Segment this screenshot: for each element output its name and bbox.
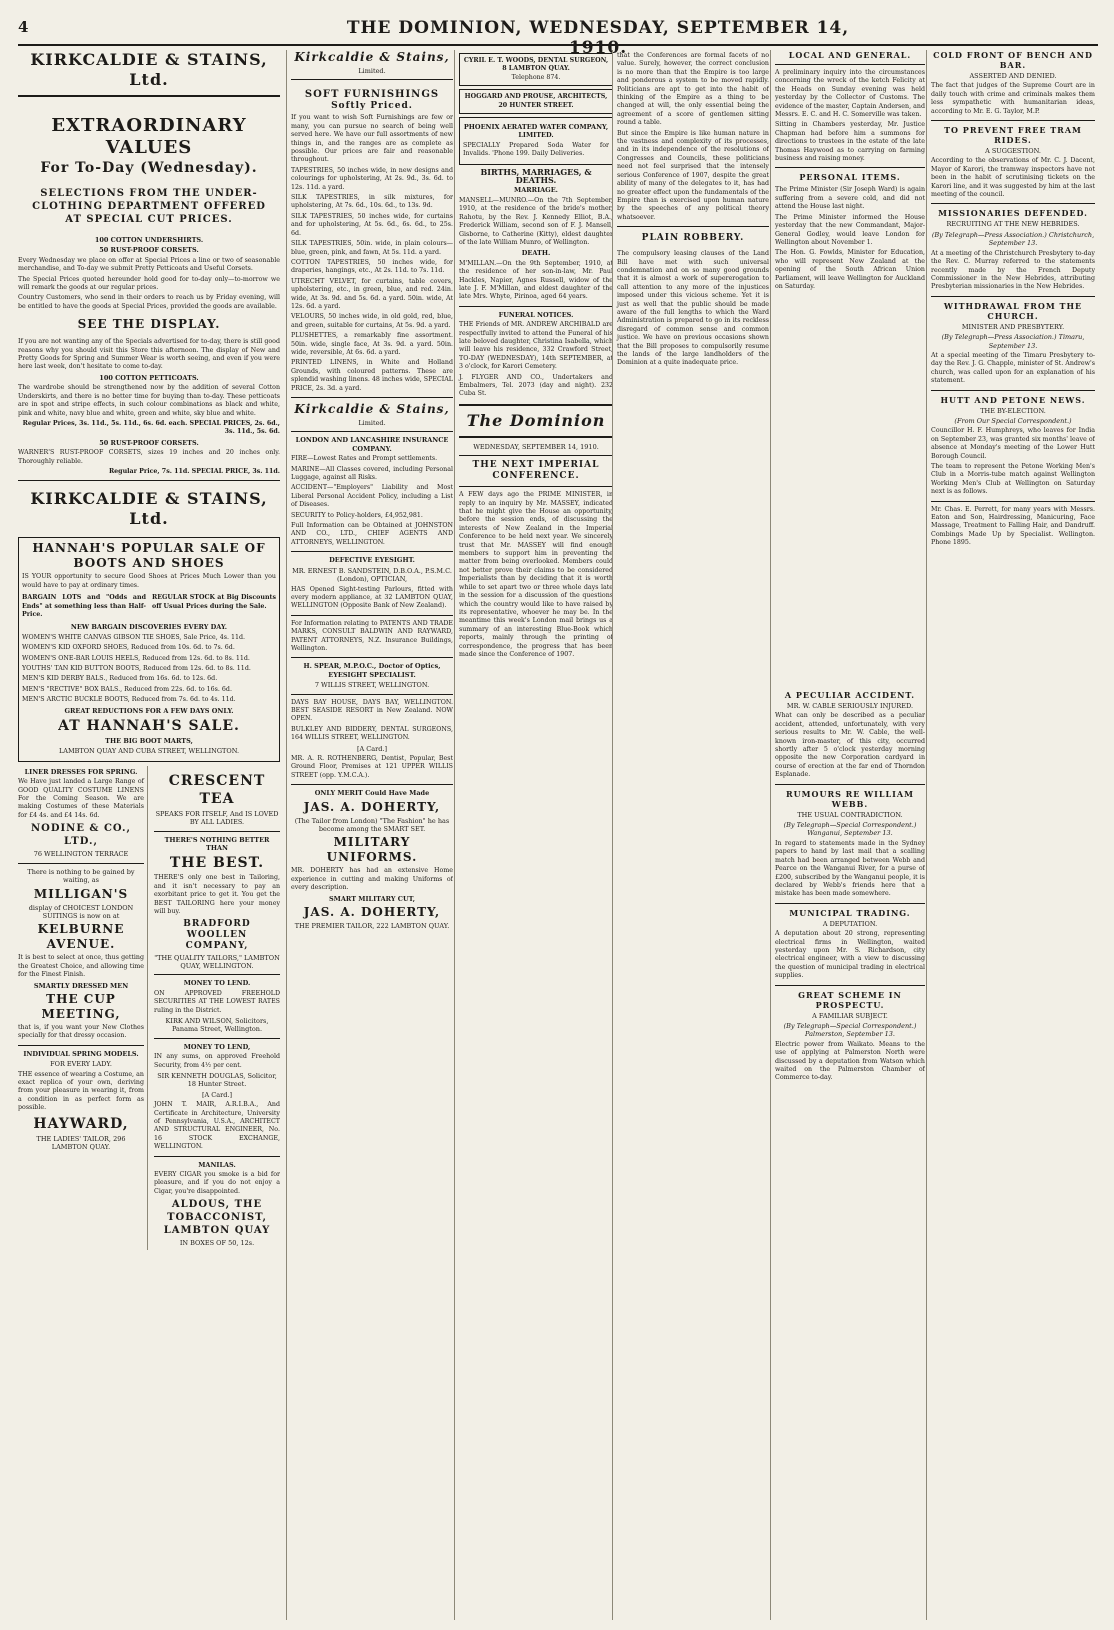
insurance-line: ACCIDENT—"Employers" Liability and Most Liberal Personal Accident Policy, including a List of Diseases. [291, 484, 453, 509]
shoe-line: WOMEN'S KID OXFORD SHOES, Reduced from 10s. 6d. to 7s. 6d. [22, 644, 235, 652]
local-text-2: Sitting in Chambers yesterday, Mr. Justice Chapman had before him a summons for directions to trustees in the estate of the late Thomas Haywood as to carrying on farming business and raising money. [775, 121, 925, 163]
eyesight: DEFECTIVE EYESIGHT. [329, 556, 415, 565]
london-lines [291, 455, 453, 520]
every-lady-text: THE essence of wearing a Costume, an exact replica of your own, deriving from your pleasure in wearing it, from a condition in as perfect form as possible. [18, 1070, 144, 1112]
soft-furnishings: SOFT FURNISHINGS [304, 89, 440, 101]
tram-heading: TO PREVENT FREE TRAM RIDES. [944, 125, 1082, 146]
withdrawal-text: At a special meeting of the Timaru Presbytery to-day the Rev. J. G. Chapple, minister of St. Andrew's church, was called upon for an explanation of his statement. [931, 351, 1095, 385]
shoe-line: WOMEN'S ONE-BAR LOUIS HEELS, Reduced from 12s. 6d. to 8s. 11d. [22, 654, 250, 662]
missionaries-sub: RECRUITING AT THE NEW HEBRIDES. [946, 220, 1080, 229]
military-kit: SMART MILITARY CUT, [328, 894, 416, 903]
furnishing-item: COTTON TAPESTRIES, 50 inches wide, for draperies, hangings, etc., At 2s. 11d. to 7s. 11d. [291, 258, 453, 275]
aerated-advert [459, 117, 613, 165]
dressed-men: SMARTLY DRESSED MEN [33, 981, 129, 990]
woods-advert [459, 53, 613, 86]
petticoats-price: Regular Prices, 3s. 11d., 5s. 11d., 6s. 6d. each. SPECIAL PRICES, 2s. 6d., 3s. 11d., 5s. 6d. [22, 419, 280, 436]
hannah-advert [18, 537, 280, 762]
milligan-intro: There is nothing to be gained by waiting, as [27, 867, 135, 885]
funeral-heading: FUNERAL NOTICES. [498, 310, 574, 319]
card-label-2: [A Card.] [356, 744, 387, 753]
col1-left-ads [18, 766, 148, 1250]
woods-tel: Telephone 874. [511, 73, 561, 81]
hutt-text-2: The team to represent the Petone Working Men's Club in a Morris-tube match against Wellington Working Men's Club at Wellington on Saturday next is as follows. [931, 463, 1095, 496]
tram-text: According to the observations of Mr. C. J. Dacent, Mayor of Karori, the tramway inspectors have not been in the habit of scrutinising tickets on the Karori line, and it was suggested by him at the last meeting of the council. [931, 157, 1095, 199]
hairdresser: Mr. Chas. E. Perrett, for many years with Messrs. Eaton and Son, Hairdressing, Manicuring, Face Massage, Treatment to Falling Hair, and Dandruff. Combings Made Up by Specialist. Wellington. Phone 1895. [931, 505, 1095, 547]
intro-text: Every Wednesday we place on offer at Special Prices a line or two of seasonable merchandise, and To-day we submit Pretty Petticoats and Useful Corsets. [18, 256, 280, 273]
regular-stock: REGULAR STOCK at Big Discounts off Usual Prices during the Sale. [152, 594, 276, 610]
furnishing-item: PLUSHETTES, a remarkably fine assortment. 50in. wide, single face, At 3s. 9d. a yard. 50in. wide, reversible, At 6s. 6d. a yard. [291, 332, 453, 356]
deputation-text: A deputation about 20 strong, representing electrical firms in Wellington, waited yesterday upon Mr. S. Richardson, city electrical engineer, with a view to discussing the question of municipal trading in electrical supplies. [775, 930, 925, 980]
cold-sub: ASSERTED AND DENIED. [969, 72, 1057, 80]
headline: EXTRAORDINARY VALUES [51, 115, 247, 158]
london-lancashire: LONDON AND LANCASHIRE INSURANCE COMPANY. [295, 436, 449, 453]
rumours-heading: RUMOURS RE WILLIAM WEBB. [786, 788, 914, 809]
money-to-lend: MONEY TO LEND. [183, 979, 251, 988]
boot-mart: THE BIG BOOT MARTS, [105, 737, 193, 746]
cold-heading: COLD FRONT OF BENCH AND BAR. [933, 50, 1093, 70]
spear-address: 7 WILLIS STREET, WELLINGTON. [314, 681, 430, 690]
scheme-sub: A FAMILIAR SUBJECT. [812, 1011, 888, 1020]
tram-sub: A SUGGESTION. [985, 147, 1041, 156]
hannah-intro: IS YOUR opportunity to secure Good Shoes at Prices Much Lower than you would have to pay at ordinary times. [22, 573, 276, 589]
personal-text: The Prime Minister (Sir Joseph Ward) is again suffering from a severe cold, and did not attend the House last night. [775, 186, 925, 211]
soft-intro: If you want to wish Soft Furnishings are few or many, you can pursue no search of being well served here. We have our full assortments of new things in, and the ranges are as complete as possible. Our prices are fair and reasonable throughout. [291, 114, 453, 164]
accident-heading: A PECULIAR ACCIDENT. [784, 690, 916, 700]
doherty2-sub: THE PREMIER TAILOR, 222 LAMBTON QUAY. [294, 922, 450, 931]
petticoats-text: The wardrobe should be strengthened now by the addition of several Cotton Underskirts, and there is no better time for buying than to-day. These petticoats are in spot and stripe effects, in such colour combinations as black and white, pink and white, navy blue and white, green and white, sky blue and white. [18, 384, 280, 417]
personal-text-3: The Hon. G. Fowlds, Minister for Education, who will represent New Zealand at the opening of the South African Union Parliament, will leave Wellington for Auckland on Saturday. [775, 249, 925, 290]
military-uniforms: MILITARY UNIFORMS. [326, 835, 418, 865]
death-heading: DEATH. [521, 249, 551, 258]
hutt-text: Councillor H. F. Humphreys, who leaves for India on September 23, was granted six months' leave of absence at Monday's meeting of the Lower Hutt Borough Council. [931, 427, 1095, 460]
funeral-text: THE Friends of MR. ANDREW ARCHIBALD are respectfully invited to attend the Funeral of his late beloved daughter, Christina Isabella, which will leave his residence, 332 Crawford Street, TO-DAY (WEDNESDAY), 14th SEPTEMBER, at 3 o'clock, for Karori Cemetery. [459, 321, 613, 371]
editorial-continued-2: But since the Empire is like human nature in the vastness and complexity of its processes, and in its independence of the resolutions of Congresses and Councils, these politicians need not feel surprised that the intensely serious Conference of 1907, despite the great ability of many of the delegates to it, has had no greater effect upon the fundamentals of the Empire than is exercised upon human nature by the speeches of any political theory whatsoever. [617, 129, 769, 221]
shoe-list [22, 634, 276, 705]
rothenberg: MR. A. R. ROTHENBERG, Dentist, Popular, Best Ground Floor, Premises at 121 UPPER WILLIS STREET (opp. Y.M.C.A.). [291, 755, 453, 779]
column-advertisements-2 [286, 50, 453, 1620]
individual-models: INDIVIDUAL SPRING MODELS. [23, 1049, 139, 1058]
aldous-sub: IN BOXES OF 50, 12s. [179, 1239, 255, 1248]
doherty-2: JAS. A. DOHERTY, [303, 905, 441, 920]
hutt-sub: THE BY-ELECTION. [980, 406, 1046, 415]
hutt-heading: HUTT AND PETONE NEWS. [940, 394, 1086, 405]
accident-sub: MR. W. CABLE SERIOUSLY INJURED. [786, 702, 914, 710]
softly-priced: Softly Priced. [331, 101, 413, 112]
hannah-title: HANNAH'S POPULAR SALE OF BOOTS AND SHOES [32, 541, 266, 571]
newspaper-title: THE DOMINION, WEDNESDAY, SEPTEMBER 14, 1910. [346, 18, 850, 58]
discoveries: NEW BARGAIN DISCOVERIES EVERY DAY. [70, 623, 228, 632]
subheadline: For To-Day (Wednesday). [40, 160, 258, 176]
doherty: JAS. A. DOHERTY, [303, 799, 441, 814]
note-text: The Special Prices quoted hereunder hold good for to-day only—to-morrow we will remark the goods at our regular prices. [18, 275, 280, 292]
bargain-lots: BARGAIN LOTS and "Odds and Ends" at something less than Half-Price. [22, 594, 146, 618]
every-lady: FOR EVERY LADY. [50, 1060, 112, 1069]
liner-title: LINER DRESSES FOR SPRING. [24, 767, 138, 776]
manilas: MANILAS. [198, 1160, 236, 1169]
bradford: BRADFORD WOOLLEN COMPANY, [183, 918, 251, 951]
hayward-sub: THE LADIES' TAILOR, 296 LAMBTON QUAY. [36, 1134, 126, 1151]
robbery-text: The compulsory leasing clauses of the Land Bill have met with such universal condemnation and on so many good grounds that it is almost a work of supererogation to call attention to any more of the injustices imposed under this vicious scheme. Yet it is just as well that the public should be made aware of the full lengths to which the Ward Administration is prepared to go in its reckless disregard of common sense and common justice. We have on previous occasions shown that the Bill proposes to compulsorily resume the lands of the large landholders of the Dominion at a quite inadequate price. [617, 250, 769, 367]
only-merit: ONLY MERIT Could Have Made [314, 789, 430, 798]
insurance-line: SECURITY to Policy-holders, £4,952,981. [291, 511, 423, 519]
hannahs-sale: AT HANNAH'S SALE. [58, 718, 240, 735]
bmd-heading: BIRTHS, MARRIAGES, & DEATHS. [480, 166, 592, 186]
woods: CYRIL E. T. WOODS, DENTAL SURGEON, 8 LAMBTON QUAY. [463, 57, 609, 73]
accident-text: What can only be described as a peculiar accident, attended, unfortunately, with very serious results to Mr. W. Cable, the well-known iron-master, of this city, occurred shortly after 5 o'clock yesterday morning opposite the new Corporation cardyard in course of erection at the far end of Thorndon Esplanade. [775, 712, 925, 779]
firm-name-col2b: Kirkcaldie & Stains, [294, 402, 450, 416]
bradford-sub: "THE QUALITY TAILORS," LAMBTON QUAY, WELLINGTON. [154, 953, 280, 970]
furnishing-item: PRINTED LINENS, in White and Holland Grounds, with coloured patterns. These are splendid washing linens. 48 inches wide, SPECIAL PRICE, 2s. 3d. a yard. [291, 359, 453, 392]
great-reductions: GREAT REDUCTIONS FOR A FEW DAYS ONLY. [64, 706, 234, 715]
sandstein: MR. ERNEST B. SANDSTEIN, D.B.O.A., P.S.M.C. (London), OPTICIAN, [292, 566, 452, 584]
column-news-right [926, 50, 1095, 1620]
nodine-address: 76 WELLINGTON TERRACE [33, 850, 129, 859]
personal-text-2: The Prime Minister informed the House yesterday that the new Commandant, Major-General Godley, would leave London for Wellington about November 1. [775, 213, 925, 246]
municipal-heading: MUNICIPAL TRADING. [789, 907, 911, 918]
flyger: J. FLYGER AND CO., Undertakers and Embalmers, Tel. 2073 (day and night). 232 Cuba St. [459, 373, 613, 398]
soft-items [291, 167, 453, 393]
robbery-heading: PLAIN ROBBERY. [641, 233, 745, 244]
liner-text: We Have just landed a Large Range of GOOD QUALITY COSTUME LINENS For the Coming Season. We are making Costumes of these Materials for £4 4s. and £4 14s. 6d. [18, 778, 144, 819]
leader-title: THE NEXT IMPERIAL CONFERENCE. [472, 460, 600, 482]
spear: H. SPEAR, M.P.O.C., Doctor of Optics, EYESIGHT SPECIALIST. [303, 662, 441, 679]
withdrawal-heading: WITHDRAWAL FROM THE CHURCH. [943, 300, 1083, 321]
column-editorial [612, 50, 769, 1620]
military-text: MR. DOHERTY has had an extensive Home experience in cutting and making Uniforms of every description. [291, 867, 453, 892]
death-text: M'MILLAN.—On the 9th September, 1910, at the residence of her son-in-law, Mr. Paul Hackles, Napier, Agnes Russell, widow of the late J. F. M'Millan, and eldest daughter of the late Mrs. Whyte, Pirinoa, aged 64 years. [459, 259, 613, 301]
furnishing-item: TAPESTRIES, 50 inches wide, in new designs and colourings for upholstering, At 2s. 9d., 3s. 6d. to 12s. 11d. a yard. [291, 166, 453, 191]
col1-right-ads [154, 766, 280, 1250]
milligan-text: display of CHOICEST LONDON SUITINGS is now on at [28, 903, 134, 920]
shoe-line: WOMEN'S WHITE CANVAS GIBSON TIE SHOES, Sale Price, 4s. 11d. [22, 633, 246, 641]
limited-2: Limited. [358, 419, 386, 427]
country-text: Country Customers, who send in their orders to reach us by Friday evening, will be entitled to have the goods at Special Prices, provided the goods are available. [18, 294, 280, 310]
scheme-heading: GREAT SCHEME IN PROSPECTU. [798, 989, 902, 1010]
missionaries-tele: (By Telegraph—Press Association.) Christchurch, September 13. [931, 230, 1095, 248]
patents: For Information relating to PATENTS AND TRADE MARKS, CONSULT BALDWIN AND RAYWARD, PATENT ATTORNEYS, N.Z. Insurance Buildings, Wellington. [291, 619, 453, 652]
personal-heading: PERSONAL ITEMS. [799, 172, 901, 183]
sandstein-text: HAS Opened Sight-testing Parlours, fitted with every modern appliance, at 32 LAMBTON QUAY, WELLINGTON (Opposite Bank of New Zealand). [291, 585, 453, 610]
firm-name: KIRKCALDIE & STAINS, Ltd. [30, 50, 268, 89]
london-info: Full Information can be Obtained at JOHNSTON AND CO., LTD., CHIEF AGENTS AND ATTORNEYS, WELLINGTON. [291, 522, 453, 546]
column-advertisements-1 [18, 50, 280, 1620]
page-number: 4 [18, 18, 29, 36]
aerated-text: SPECIALLY Prepared Soda Water for Invalids. 'Phone 199. Daily Deliveries. [463, 141, 609, 158]
bulkley: BULKLEY AND BIDDERY, DENTAL SURGEONS, 164 WILLIS STREET, WELLINGTON. [291, 725, 453, 742]
card-label: [A Card.] [201, 1090, 232, 1099]
aerated: PHOENIX AERATED WATER COMPANY, LIMITED. [463, 123, 609, 140]
deputation-sub: A DEPUTATION. [822, 919, 878, 928]
marriage-heading: MARRIAGE. [514, 186, 558, 195]
cup-meeting: THE CUP MEETING, [41, 991, 121, 1021]
manilas-text: EVERY CIGAR you smoke is a bid for pleasure, and if you do not enjoy a Cigar, you're disappointed. [154, 1171, 280, 1195]
column-notices-editorial [454, 50, 613, 1620]
corsets: 50 RUST-PROOF CORSETS. [99, 246, 199, 255]
furnishing-item: SILK TAPESTRIES, 50in. wide, in plain colours—blue, green, pink, and fawn, At 5s. 11d. a yard. [291, 240, 453, 256]
scheme-text: Electric power from Waikato. Means to the use of applying at Palmerston North were discussed by a deputation from Watson which waited on the Palmerston Chamber of Commerce to-day. [775, 1040, 925, 1082]
firm-name-2: KIRKCALDIE & STAINS, Ltd. [30, 489, 268, 529]
hayward: HAYWARD, [33, 1115, 129, 1132]
crescent-sub: SPEAKS FOR ITSELF, And IS LOVED BY ALL LADIES. [155, 809, 279, 827]
withdrawal-sub: MINISTER AND PRESBYTERY. [961, 322, 1065, 331]
limited: Limited. [358, 67, 386, 75]
furnishing-item: SILK TAPESTRIES, 50 inches wide, for curtains and for upholstering, At 5s. 6d., 6s. 6d., to 25s. 6d. [291, 212, 453, 237]
withdrawal-tele: (By Telegraph—Press Association.) Timaru, September 13. [941, 333, 1085, 350]
aldous: ALDOUS, THE TOBACCONIST, LAMBTON QUAY [163, 1199, 271, 1237]
petticoats-heading: 100 COTTON PETTICOATS. [99, 373, 199, 382]
rustproof-heading: 50 RUST-PROOF CORSETS. [99, 438, 199, 447]
boot-address: LAMBTON QUAY AND CUBA STREET, WELLINGTON. [58, 747, 240, 756]
local-heading: LOCAL AND GENERAL. [788, 50, 912, 60]
leader-date: WEDNESDAY, SEPTEMBER 14, 1910. [473, 442, 599, 451]
display-text: If you are not wanting any of the Specials advertised for to-day, there is still good reasons why you should visit this Store this afternoon. The display of New and Pretty Goods for Spring and Summer Wear is worth seeing, and even if you were here last week, don't hesitate to come to-day. [18, 338, 280, 371]
money-to-lend-2: MONEY TO LEND, [183, 1042, 251, 1051]
firm-name-col2: Kirkcaldie & Stains, [294, 50, 450, 64]
display-heading: SEE THE DISPLAY. [77, 317, 221, 332]
rumours-sub: THE USUAL CONTRADICTION. [797, 810, 903, 819]
kelburne-text: It is best to select at once, thus getting the Greatest Choice, and allowing time for the Finest Finish. [18, 954, 144, 979]
missionaries-text: At a meeting of the Christchurch Presbytery to-day the Rev. C. Murray referred to the statements recently made by the French Deputy Commissioner in the New Hebrides, attributing Presbyterian missionaries in the New Hebrides. [931, 249, 1095, 291]
selections: SELECTIONS FROM THE UNDER-CLOTHING DEPARTMENT OFFERED AT SPECIAL CUT PRICES. [32, 188, 266, 225]
insurance-line: MARINE—All Classes covered, including Personal Luggage, against all Risks. [291, 465, 453, 482]
douglas: SIR KENNETH DOUGLAS, Solicitor, 18 Hunter Street. [157, 1071, 277, 1089]
the-best: THE BEST. [169, 855, 265, 872]
column-news-middle [770, 690, 925, 1620]
best-title: THERE'S NOTHING BETTER THAN [164, 835, 270, 853]
leader-text: A FEW days ago the PRIME MINISTER, in reply to an inquiry by Mr. MASSEY, indicated that he might give the House an opportunity, before the session ends, of discussing the interests of New Zealand in the Imperial Conference to be held next year. We sincerely trust that Mr. MASSEY will find enough members to support him in preventing the matter from being overlooked. Members could not better prove their claims to be considered Imperialists than by deciding that it is worth while to set apart two or three whole days late in the session for a discussion of the questions which the country would like to have raised by its representative, whoever he may be. In the meantime this week's London mail brings us a summary of an interesting Blue-Book which reports, mainly through the printing of correspondence, the progress that has been made since the Conference of 1907. [459, 491, 613, 658]
milligan: MILLIGAN'S [33, 886, 129, 901]
days-bay: DAYS BAY HOUSE, DAYS BAY, WELLINGTON. BEST SEASIDE RESORT in New Zealand. NOW OPEN. [291, 698, 453, 723]
best-text: THERE'S only one best in Tailoring, and it isn't necessary to pay an exorbitant price to get it. You get the BEST TAILORING here your money will buy. [154, 874, 280, 916]
kelburne: KELBURNE AVENUE. [37, 922, 125, 952]
shoe-line: MEN'S "RECTIVE" BOX BALS., Reduced from 22s. 6d. to 16s. 6d. [22, 685, 232, 693]
furnishing-item: SILK TAPESTRIES, in silk mixtures, for upholstering, At 7s. 6d., 10s. 6d., to 13s. 9d. [291, 194, 453, 210]
missionaries-heading: MISSIONARIES DEFENDED. [938, 208, 1088, 219]
warner-price: Regular Price, 7s. 11d. SPECIAL PRICE, 3s. 11d. [108, 467, 280, 475]
marriage-text: MANSELL—MUNRO.—On the 7th September, 1910, at the residence of the bride's mother, Rahotu, by the Rev. J. Kennedy Elliot, B.A., Frederick William, second son of F. J. Mansell, Gisborne, to Catherine (Kitty), eldest daughter of the late William Munro, of Wellington. [459, 196, 613, 246]
shoe-line: MEN'S ARCTIC BUCKLE BOOTS, Reduced from 7s. 6d. to 4s. 11d. [22, 696, 236, 704]
furnishing-item: UTRECHT VELVET, for curtains, table covers, upholstering, etc., in green, blue, and red. 24in. wide, At 3s. 9d. and 5s. 6d. a yard. 50in. wide, At 12s. 6d. a yard. [291, 277, 453, 310]
nodine: NODINE & CO., LTD., [30, 823, 131, 848]
shoe-line: MEN'S KID DERBY BALS., Reduced from 16s. 6d. to 12s. 6d. [22, 675, 218, 683]
crescent-tea: CRESCENT TEA [168, 772, 266, 807]
cup-text: that is, if you want your New Clothes specially for that dressy occasion. [18, 1023, 144, 1040]
kirk-wilson: KIRK AND WILSON, Solicitors, Panama Street, Wellington. [165, 1016, 269, 1034]
local-text: A preliminary inquiry into the circumstances concerning the wreck of the ketch Felicity at the Heads on Sunday evening was held yesterday by the Collector of Customs. The evidence of the master, Captain Andersen, and Messrs. E. C. and H. C. Somerville was taken. [775, 69, 925, 119]
furnishing-item: VELOURS, 50 inches wide, in old gold, red, blue, and green, suitable for curtains, At 5s. 9d. a yard. [291, 313, 453, 329]
doherty-sub: (The Tailor from London) "The Fashion" he has become among the SMART SET. [294, 816, 450, 834]
scheme-tele: (By Telegraph—Special Correspondent.) Palmerston, September 13. [783, 1021, 917, 1039]
editorial-continued: that the Conferences are formal facets of no value. Surely, however, the correct conclusion is no more than that the Empire is too large and ponderous a system to be moved rapidly. Politicians are apt to get into the habit of thinking of the Empire as a thing to be changed at will, the only essential being the agreement of a score of gentlemen sitting round a table. [617, 52, 769, 127]
warner-text: WARNER'S RUST-PROOF CORSETS, sizes 19 inches and 20 inches only. Thoroughly reliable. [18, 449, 280, 465]
rumours-tele: (By Telegraph—Special Correspondent.) Wanganui, September 13. [783, 821, 917, 838]
hutt-tele: (From Our Special Correspondent.) [954, 416, 1072, 425]
insurance-line: FIRE—Lowest Rates and Prompt settlements. [291, 455, 438, 463]
cold-text: The fact that judges of the Supreme Court are in daily touch with crime and criminals makes them less sympathetic with humanitarian ideas, according to Mr. E. G. Taylor, M.P. [931, 82, 1095, 115]
paper-nameplate: The Dominion [466, 410, 606, 430]
hoggard: HOGGARD AND PROUSE, ARCHITECTS, 20 HUNTER STREET. [459, 89, 613, 114]
mair: JOHN T. MAIR, A.R.I.B.A., And Certificate in Architecture, University of Pennsylvania, U.S.A., ARCHITECT AND STRUCTURAL ENGINEER, No. 16 STOCK EXCHANGE, WELLINGTON. [154, 1101, 280, 1151]
freehold: ON APPROVED FREEHOLD SECURITIES AT THE LOWEST RATES ruling in the District. [154, 989, 280, 1014]
undershirts: 100 COTTON UNDERSHIRTS. [94, 236, 204, 244]
rumours-text: In regard to statements made in the Sydney papers to hand by last mail that a scalling match had been arranged between Webb and Pearce on the Wanganui River, for a purse of £200, subscribed by the Wanganui people, it is declared by Webb's friends here that a mistake has been made somewhere. [775, 839, 925, 898]
money2-text: IN any sums, on approved Freehold Security, from 4½ per cent. [154, 1053, 280, 1069]
shoe-line: YOUTHS' TAN KID BUTTON BOOTS, Reduced from 12s. 6d. to 8s. 11d. [22, 665, 251, 672]
